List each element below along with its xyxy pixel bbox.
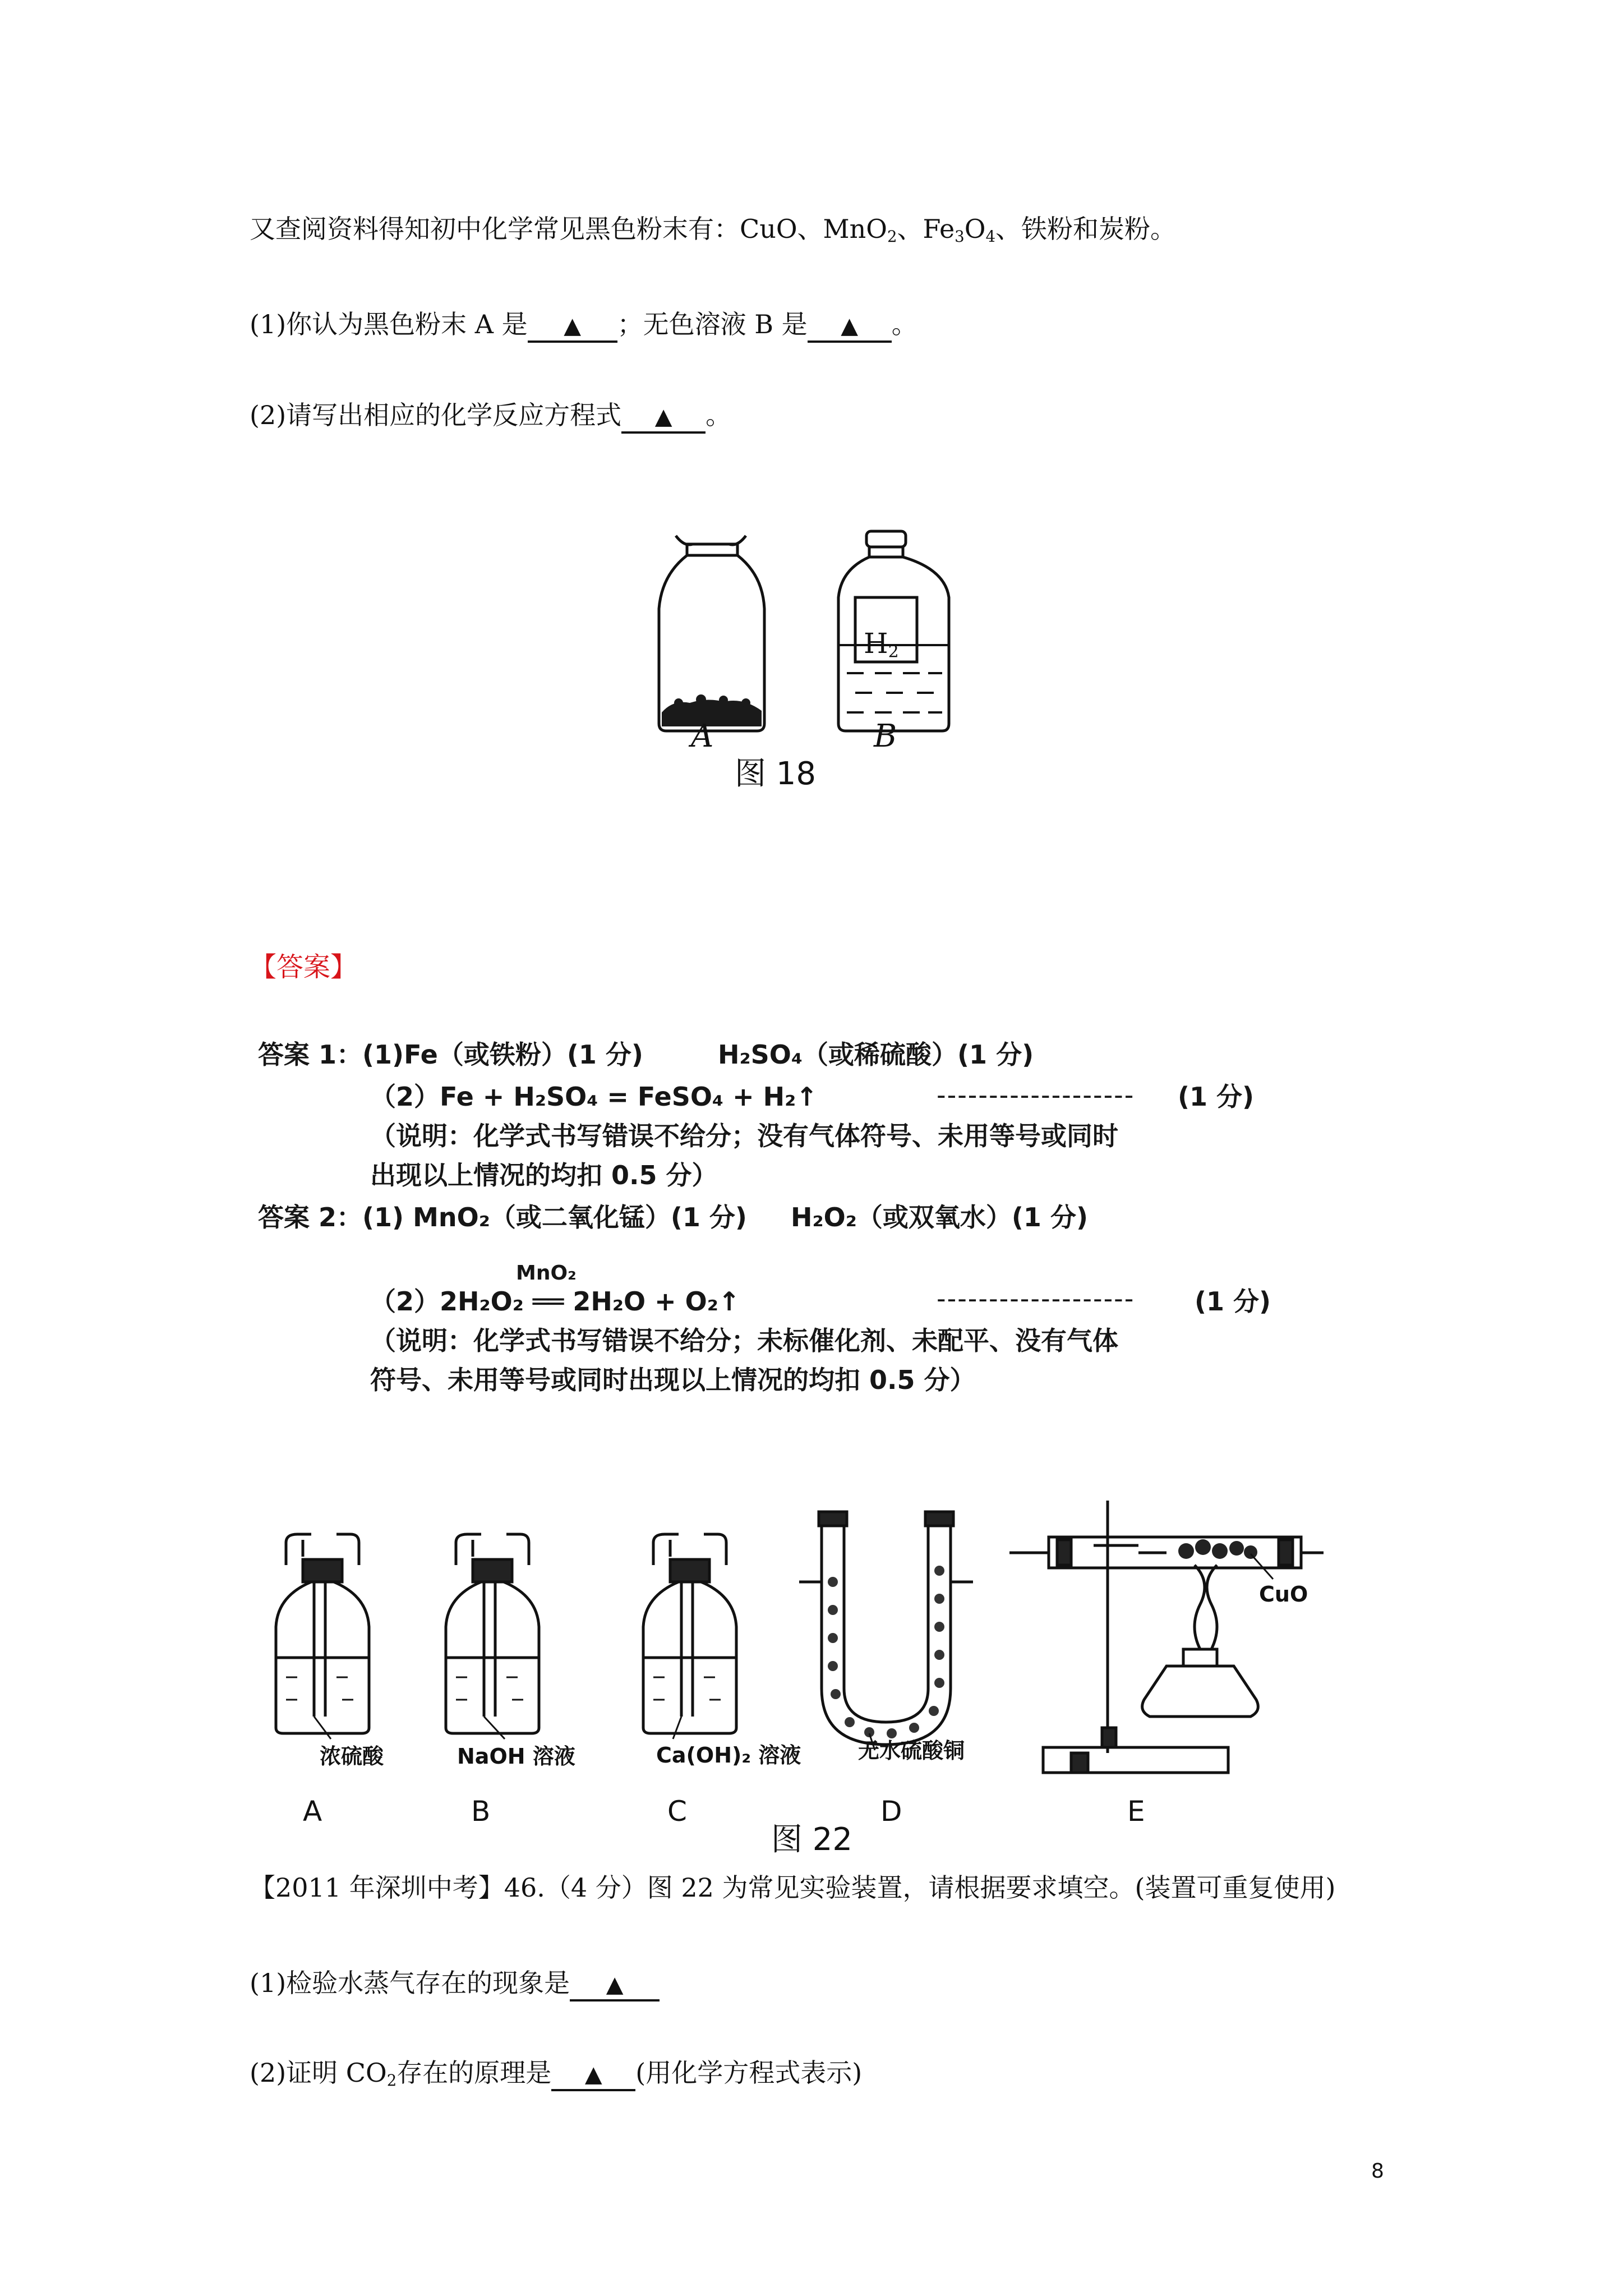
- reagent-label-a: 浓硫酸: [320, 1744, 384, 1769]
- answer-blank[interactable]: ▲: [808, 311, 892, 343]
- liquid-dashes: [286, 1677, 721, 1700]
- figure-22-drawing: [264, 1498, 1329, 1778]
- h2-label: $H_2$: [864, 627, 899, 662]
- intro-text: 、铁粉和炭粉。: [995, 214, 1177, 244]
- answer2-line1: 答案 2：(1) MnO₂（或二氧化锰）(1 分): [258, 1202, 747, 1232]
- apparatus-letter-d: D: [880, 1795, 902, 1828]
- answer-blank[interactable]: ▲: [621, 402, 706, 434]
- answer2-dashes: -------------------: [937, 1283, 1135, 1314]
- answer-blank[interactable]: ▲: [528, 311, 617, 343]
- question-text: (1)检验水蒸气存在的现象是: [250, 1968, 570, 1998]
- answer1-score: (1 分): [1178, 1082, 1255, 1112]
- question-2: [250, 398, 731, 434]
- reagent-label-d: 无水硫酸铜: [858, 1738, 965, 1763]
- reagent-label-c: Ca(OH)₂ 溶液: [656, 1743, 801, 1768]
- intro-line: [250, 212, 1176, 254]
- question-1: [250, 307, 917, 343]
- page-number: 8: [1371, 2160, 1384, 2183]
- figure-label-a: A: [691, 718, 714, 754]
- answer1-note: （说明：化学式书写错误不给分；没有气体符号、未用等号或同时: [370, 1121, 1118, 1151]
- apparatus-letter-e: E: [1127, 1795, 1145, 1828]
- figure-label-b: B: [874, 718, 897, 754]
- answer-header: 【答案】: [250, 951, 358, 983]
- question-46-2: [250, 2056, 862, 2097]
- answer1-note: 出现以上情况的均扣 0.5 分）: [370, 1160, 718, 1190]
- answer1-line1-b: H₂SO₄（或稀硫酸）(1 分): [718, 1039, 1034, 1070]
- intro-sub: 2: [887, 227, 897, 246]
- answer-blank[interactable]: ▲: [551, 2060, 635, 2091]
- figure-22: [264, 1498, 1329, 1857]
- question-text: 。: [891, 309, 917, 339]
- u-tube-d: [799, 1512, 973, 1745]
- heating-apparatus-e: [1009, 1501, 1324, 1773]
- intro-text: O: [964, 214, 986, 244]
- question-text: 。: [706, 400, 732, 430]
- apparatus-letter-a: A: [303, 1795, 322, 1828]
- question-text: (2)请写出相应的化学反应方程式: [250, 400, 622, 430]
- answer2-note: 符号、未用等号或同时出现以上情况的均扣 0.5 分）: [370, 1365, 976, 1395]
- intro-sub: 3: [955, 227, 965, 246]
- wash-bottle-c: [643, 1534, 736, 1733]
- figure-18-caption: 图 18: [735, 756, 817, 792]
- wash-bottles: [276, 1534, 736, 1733]
- cuo-powder: [1178, 1539, 1257, 1559]
- intro-text: 、Fe: [897, 214, 955, 244]
- apparatus-letter-c: C: [667, 1795, 687, 1828]
- answer2-line1-b: H₂O₂（或双氧水）(1 分): [791, 1202, 1088, 1232]
- question-46-1: [250, 1966, 660, 2001]
- question-text: (用化学方程式表示): [635, 2058, 863, 2088]
- figure-18: [639, 524, 976, 799]
- question-text: 存在的原理是: [396, 2058, 552, 2088]
- figure-18-drawing: [639, 524, 976, 749]
- intro-text: 又查阅资料得知初中化学常见黑色粉末有：CuO、MnO: [250, 214, 887, 244]
- reagent-label-b: NaOH 溶液: [457, 1744, 575, 1769]
- catalyst-label: MnO₂: [516, 1262, 577, 1285]
- intro-sub: 4: [985, 227, 996, 246]
- answer2-score: (1 分): [1195, 1286, 1271, 1317]
- apparatus-letter-b: B: [471, 1795, 491, 1828]
- question-sub: 2: [386, 2070, 397, 2090]
- question-text: (1)你认为黑色粉末 A 是: [250, 309, 528, 339]
- answer-blank[interactable]: ▲: [570, 1970, 660, 2001]
- figure-22-caption: 图 22: [771, 1821, 853, 1858]
- question-text: (2)证明 CO: [250, 2058, 387, 2088]
- answer1-dashes: -------------------: [937, 1080, 1135, 1110]
- wash-bottle-a: [276, 1534, 369, 1733]
- wash-bottle-b: [446, 1534, 539, 1733]
- cuo-label: CuO: [1259, 1582, 1308, 1607]
- question-text: ；无色溶液 B 是: [617, 309, 808, 339]
- question-46: 【2011 年深圳中考】46.（4 分）图 22 为常见实验装置，请根据要求填空。(装置可重复使用): [250, 1872, 1336, 1903]
- answer2-equation: （2）2H₂O₂ ══ 2H₂O + O₂↑: [370, 1286, 740, 1317]
- answer2-note: （说明：化学式书写错误不给分；未标催化剂、未配平、没有气体: [370, 1326, 1118, 1356]
- answer1-line1: 答案 1：(1)Fe（或铁粉）(1 分): [258, 1039, 643, 1070]
- answer1-equation: （2）Fe + H₂SO₄ = FeSO₄ + H₂↑: [370, 1082, 818, 1112]
